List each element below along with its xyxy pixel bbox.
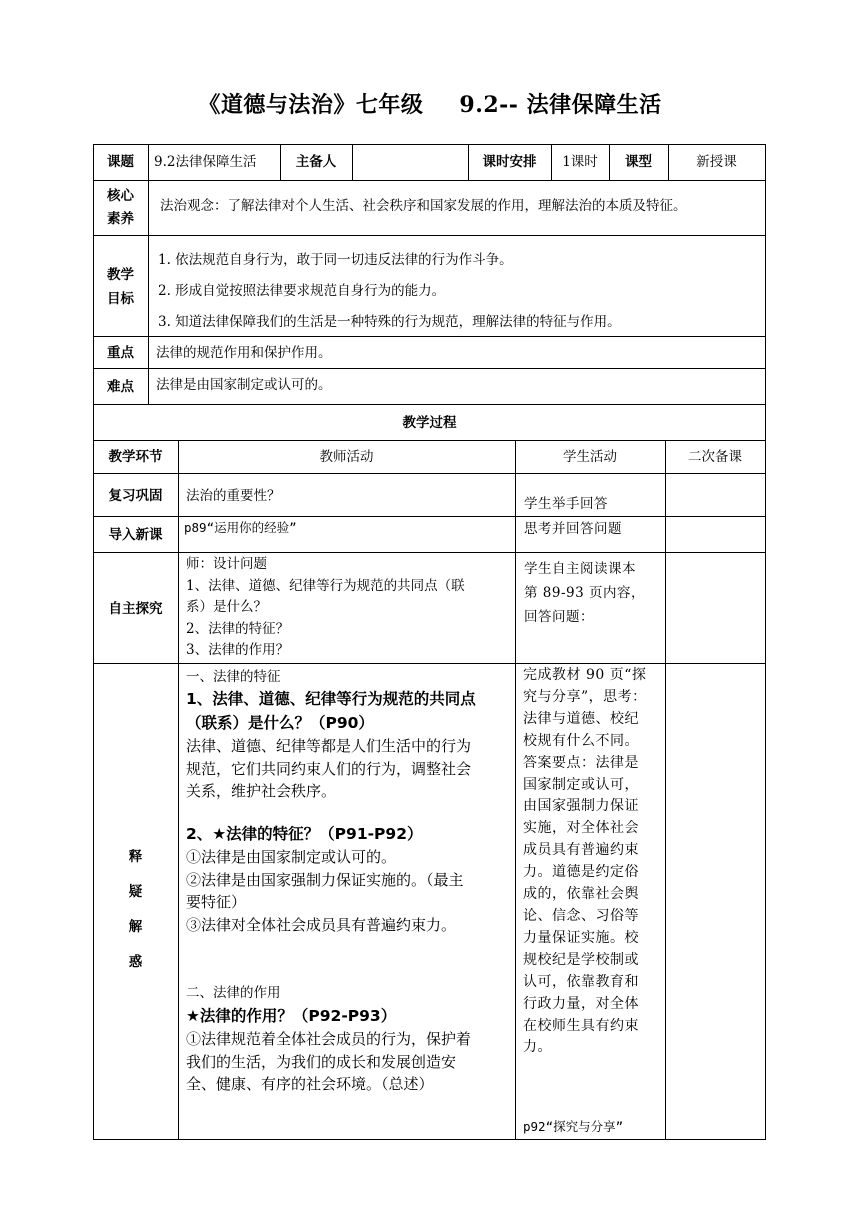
a2-line: ①法律是由国家制定或认可的。 bbox=[186, 848, 397, 866]
explore-teacher-line: 系）是什么？ bbox=[186, 599, 267, 615]
type-value: 新授课 bbox=[696, 154, 737, 170]
key-point-label: 重点 bbox=[107, 345, 134, 361]
goals-label bbox=[93, 263, 148, 311]
schedule-value: 1课时 bbox=[562, 154, 598, 170]
a2-line: ②法律是由国家强制力保证实施的。（最主 bbox=[186, 870, 464, 889]
section2-heading: 二、法律的作用 bbox=[186, 985, 281, 1001]
resolve-student-line: 力。 bbox=[523, 1039, 552, 1056]
explore-stage: 自主探究 bbox=[108, 601, 163, 617]
review-teacher: 法治的重要性？ bbox=[186, 488, 281, 504]
intro-student: 思考并回答问题 bbox=[524, 521, 622, 537]
col-student: 学生活动 bbox=[563, 449, 617, 465]
a3-line: 我们的生活，为我们的成长和发展创造安 bbox=[186, 1052, 457, 1071]
explore-teacher bbox=[186, 554, 465, 662]
q2: 2、★法律的特征？（P91-P92） bbox=[186, 825, 423, 843]
a3-line: ①法律规范着全体社会成员的行为，保护着 bbox=[186, 1030, 472, 1048]
process-heading: 教学过程 bbox=[402, 415, 457, 431]
section1-heading: 一、法律的特征 bbox=[186, 669, 281, 685]
resolve-student-line: 认可，依靠教育和 bbox=[523, 973, 639, 990]
resolve-student-bottom: p92“探究与分享” bbox=[523, 1119, 624, 1134]
q3: ★法律的作用？（P92-P93） bbox=[186, 1007, 397, 1025]
resolve-student-line: 力。道德是约定俗 bbox=[523, 864, 639, 881]
a1-line: 法律、道德、纪律等都是人们生活中的行为 bbox=[186, 737, 472, 755]
preparer-label: 主备人 bbox=[295, 154, 337, 170]
title-part1: 《道德与法治》七年级 bbox=[198, 92, 424, 118]
q1-line2: （联系）是什么？（P90） bbox=[186, 714, 374, 732]
title-part2: 9.2-- 法律保障生活 bbox=[459, 92, 662, 118]
q1-line1: 1、法律、道德、纪律等行为规范的共同点 bbox=[186, 690, 476, 708]
resolve-stage-char: 解 bbox=[128, 919, 143, 935]
a3-line: 全、健康、有序的社会环境。（总述） bbox=[186, 1075, 434, 1093]
resolve-student-line: 校规有什么不同。 bbox=[523, 732, 639, 749]
resolve-student-line: 国家制定或认可， bbox=[523, 776, 639, 793]
explore-teacher-line: 2、法律的特征？ bbox=[186, 620, 290, 637]
resolve-student-line: 答案要点：法律是 bbox=[523, 754, 639, 771]
difficulty-text: 法律是由国家制定或认可的。 bbox=[156, 377, 332, 393]
resolve-stage-char: 释 bbox=[128, 849, 143, 865]
core-label-line2: 素养 bbox=[107, 211, 134, 227]
a1-line: 关系，维护社会秩序。 bbox=[186, 782, 337, 800]
resolve-student-line: 究与分享”，思考： bbox=[523, 688, 647, 705]
key-point-text: 法律的规范作用和保护作用。 bbox=[156, 345, 332, 361]
goals-label-line2: 目标 bbox=[107, 291, 134, 307]
resolve-student-line: 行政力量，对全体 bbox=[523, 995, 639, 1012]
resolve-stage-char: 惑 bbox=[128, 954, 143, 970]
explore-student-line: 第 89-93 页内容， bbox=[524, 585, 646, 601]
explore-teacher-line: 1、法律、道德、纪律等行为规范的共同点（联 bbox=[186, 577, 465, 594]
goal-item-1: 1. 依法规范自身行为，敢于同一切违反法律的行为作斗争。 bbox=[158, 252, 513, 268]
explore-teacher-line: 师：设计问题 bbox=[186, 556, 267, 572]
core-label bbox=[93, 185, 148, 231]
resolve-stage-char: 疑 bbox=[128, 884, 143, 900]
goal-item-3: 3. 知道法律保障我们的生活是一种特殊的行为规范，理解法律的特征与作用。 bbox=[158, 314, 621, 330]
page-title bbox=[0, 88, 860, 119]
resolve-student bbox=[523, 665, 647, 1059]
a3 bbox=[186, 1028, 471, 1096]
intro-teacher: p89“运用你的经验” bbox=[184, 520, 297, 535]
resolve-student-line: 成的，依靠社会舆 bbox=[523, 886, 639, 903]
type-label: 课型 bbox=[625, 154, 652, 170]
goals-label-line1: 教学 bbox=[107, 267, 134, 283]
a2-line: ③法律对全体社会成员具有普遍约束力。 bbox=[186, 915, 457, 934]
resolve-student-line: 实施，对全体社会 bbox=[523, 820, 639, 837]
resolve-student-line: 在校师生具有约束 bbox=[523, 1017, 639, 1034]
explore-student-line: 学生自主阅读课本 bbox=[524, 561, 636, 577]
core-label-line1: 核心 bbox=[107, 188, 134, 204]
col-teacher: 教师活动 bbox=[319, 449, 374, 465]
a2 bbox=[186, 846, 464, 936]
explore-student bbox=[524, 557, 645, 629]
review-student: 学生举手回答 bbox=[524, 496, 608, 512]
resolve-student-line: 论、信念、习俗等 bbox=[523, 907, 639, 924]
core-text: 法治观念：了解法律对个人生活、社会秩序和国家发展的作用，理解法治的本质及特征。 bbox=[160, 198, 687, 214]
resolve-student-line: 完成教材 90 页“探 bbox=[523, 667, 647, 683]
goal-item-2: 2. 形成自觉按照法律要求规范自身行为的能力。 bbox=[158, 283, 446, 299]
topic-label: 课题 bbox=[107, 154, 134, 170]
topic-value: 9.2法律保障生活 bbox=[154, 154, 257, 170]
review-stage: 复习巩固 bbox=[108, 488, 163, 504]
explore-student-line: 回答问题： bbox=[524, 609, 594, 625]
a1 bbox=[186, 735, 471, 803]
resolve-student-line: 成员具有普遍约束 bbox=[523, 842, 639, 859]
resolve-student-line: 力量保证实施。校 bbox=[523, 929, 639, 946]
schedule-label: 课时安排 bbox=[482, 154, 537, 170]
intro-stage: 导入新课 bbox=[108, 527, 163, 543]
explore-teacher-line: 3、法律的作用？ bbox=[186, 642, 290, 658]
difficulty-label: 难点 bbox=[107, 379, 134, 395]
resolve-student-line: 规校纪是学校制或 bbox=[523, 951, 639, 968]
col-second-prep: 二次备课 bbox=[688, 449, 742, 465]
resolve-student-line: 法律与道德、校纪 bbox=[523, 710, 639, 727]
col-stage: 教学环节 bbox=[108, 449, 163, 465]
resolve-stage bbox=[93, 840, 178, 980]
a2-line: 要特征） bbox=[186, 893, 247, 911]
a1-line: 规范，它们共同约束人们的行为，调整社会 bbox=[186, 759, 472, 778]
resolve-student-line: 由国家强制力保证 bbox=[523, 798, 639, 815]
